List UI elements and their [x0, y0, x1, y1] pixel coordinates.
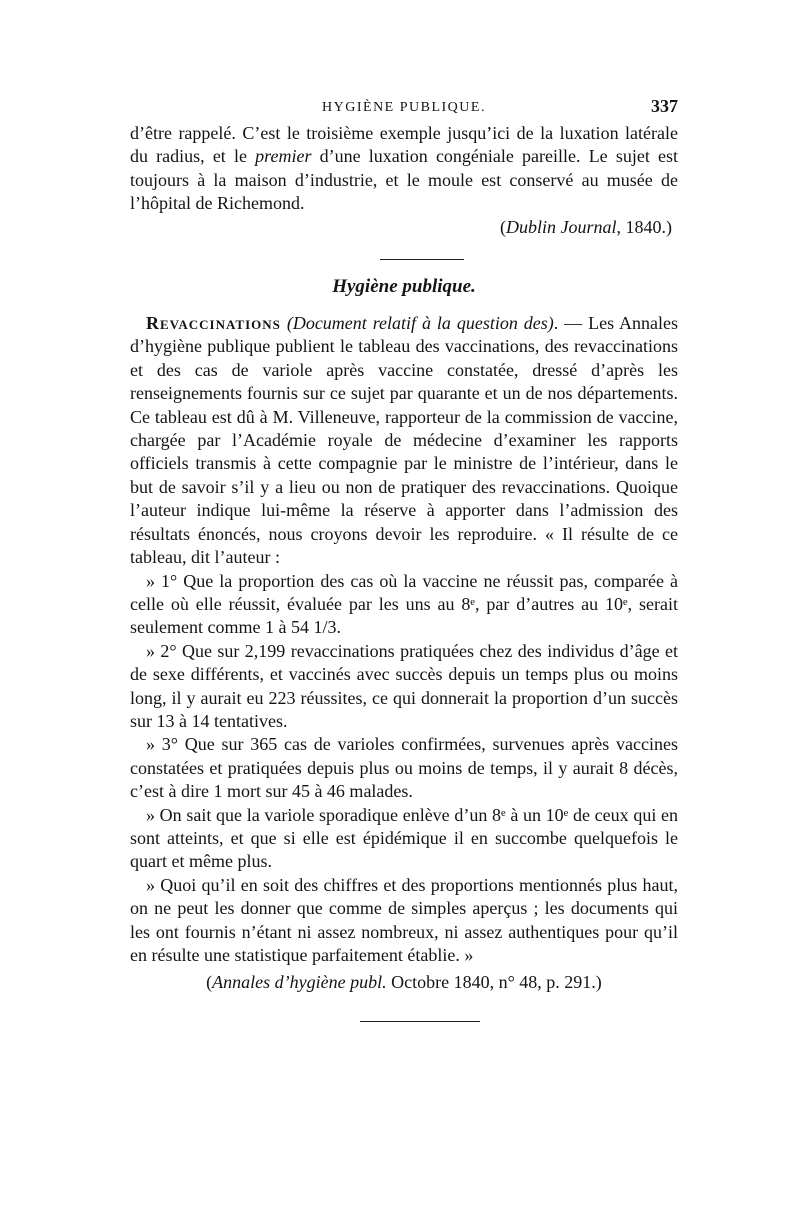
article-paragraph-3: » 3° Que sur 365 cas de varioles confirmées, survenues après vaccines constatées et pratiquées depuis plus ou moins de temps, il y aurait 8 décès, c’est à dire 1 mort sur 45 à 46 malades.	[130, 734, 678, 802]
end-divider	[360, 1021, 480, 1022]
source-date: Octobre 1840, n° 48, p. 291.)	[386, 972, 602, 993]
article-source	[130, 971, 678, 994]
article-paragraph-2: » 2° Que sur 2,199 revaccinations pratiquées chez des individus d’âge et de sexe différents, et vaccinés avec succès depuis un temps plus ou moins long, il y aurait eu 223 réussites, ce qui donnerait la proportion d’un succès sur 13 à 14 tentatives.	[130, 640, 678, 731]
source-bracket: (	[206, 972, 213, 993]
article-intro-text: . — Les Annales d’hygiène publique publient le tableau des vaccinations, des revaccinations et des cas de variole après vaccine constatée, dressé d’après les renseignements fournis sur ce sujet par quarante et un de nos départements. Ce tableau est dû à M. Villeneuve, rapporteur de la commission de vaccine, chargée par l’Académie royale de médecine d’examiner les rapports officiels transmis à cette compagnie par le ministre de l’intérieur, dans le but de savoir s’il y a lieu ou non de pratiquer des revaccinations. Quoique l’auteur indique lui-même la réserve à apporter dans l’admission des résultats énoncés, nous croyons devoir les reproduire. « Il résulte de ce tableau, dit l’auteur :	[130, 313, 679, 568]
running-head-title: HYGIÈNE PUBLIQUE.	[322, 100, 486, 115]
article-paragraph-1: » 1° Que la proportion des cas où la vaccine ne réussit pas, comparée à celle où elle réussit, évaluée par les uns au 8ᵉ, par d’autres au 10ᵉ, serait seulement comme 1 à 54 1/3.	[130, 570, 678, 638]
book-page	[130, 96, 678, 1022]
source-date: , 1840.)	[616, 216, 672, 237]
article-paragraph-5: » Quoi qu’il en soit des chiffres et des proportions mentionnés plus haut, on ne peut les donner que comme de simples aperçus ; les documents qui les ont fournis n’étant ni assez nombreux, ni assez authentiques pour qu’il en résulte une statistique parfaitement établie. »	[130, 874, 678, 965]
previous-article-text	[130, 122, 678, 216]
section-title: Hygiène publique.	[332, 276, 476, 298]
article-run-in-heading: Revaccinations	[146, 313, 281, 334]
previous-article-source	[130, 216, 678, 239]
source-title: Dublin Journal	[506, 216, 617, 237]
article-intro	[130, 312, 678, 569]
text-segment: d’être rappelé. C’est le troisième exemple jusqu’ici de la luxation latérale du radius, et le	[130, 123, 678, 167]
source-title: Annales d’hygiène publ.	[212, 972, 387, 993]
section-divider	[380, 259, 464, 260]
article-paragraph-4: » On sait que la variole sporadique enlève d’un 8ᵉ à un 10ᵉ de ceux qui en sont atteints, et que si elle est épidémique il en succombe quelquefois le quart et même plus.	[130, 804, 678, 872]
page-number: 337	[651, 96, 678, 116]
emphasis-word: premier	[255, 146, 312, 167]
source-bracket: (	[500, 216, 506, 237]
article-subtitle: (Document relatif à la question des)	[286, 313, 554, 334]
running-head	[130, 96, 678, 122]
text-segment: d’une luxation congéniale pareille. Le sujet est toujours à la maison d’industrie, et le moule est conservé au musée de l’hôpital de Richemond.	[130, 146, 678, 214]
